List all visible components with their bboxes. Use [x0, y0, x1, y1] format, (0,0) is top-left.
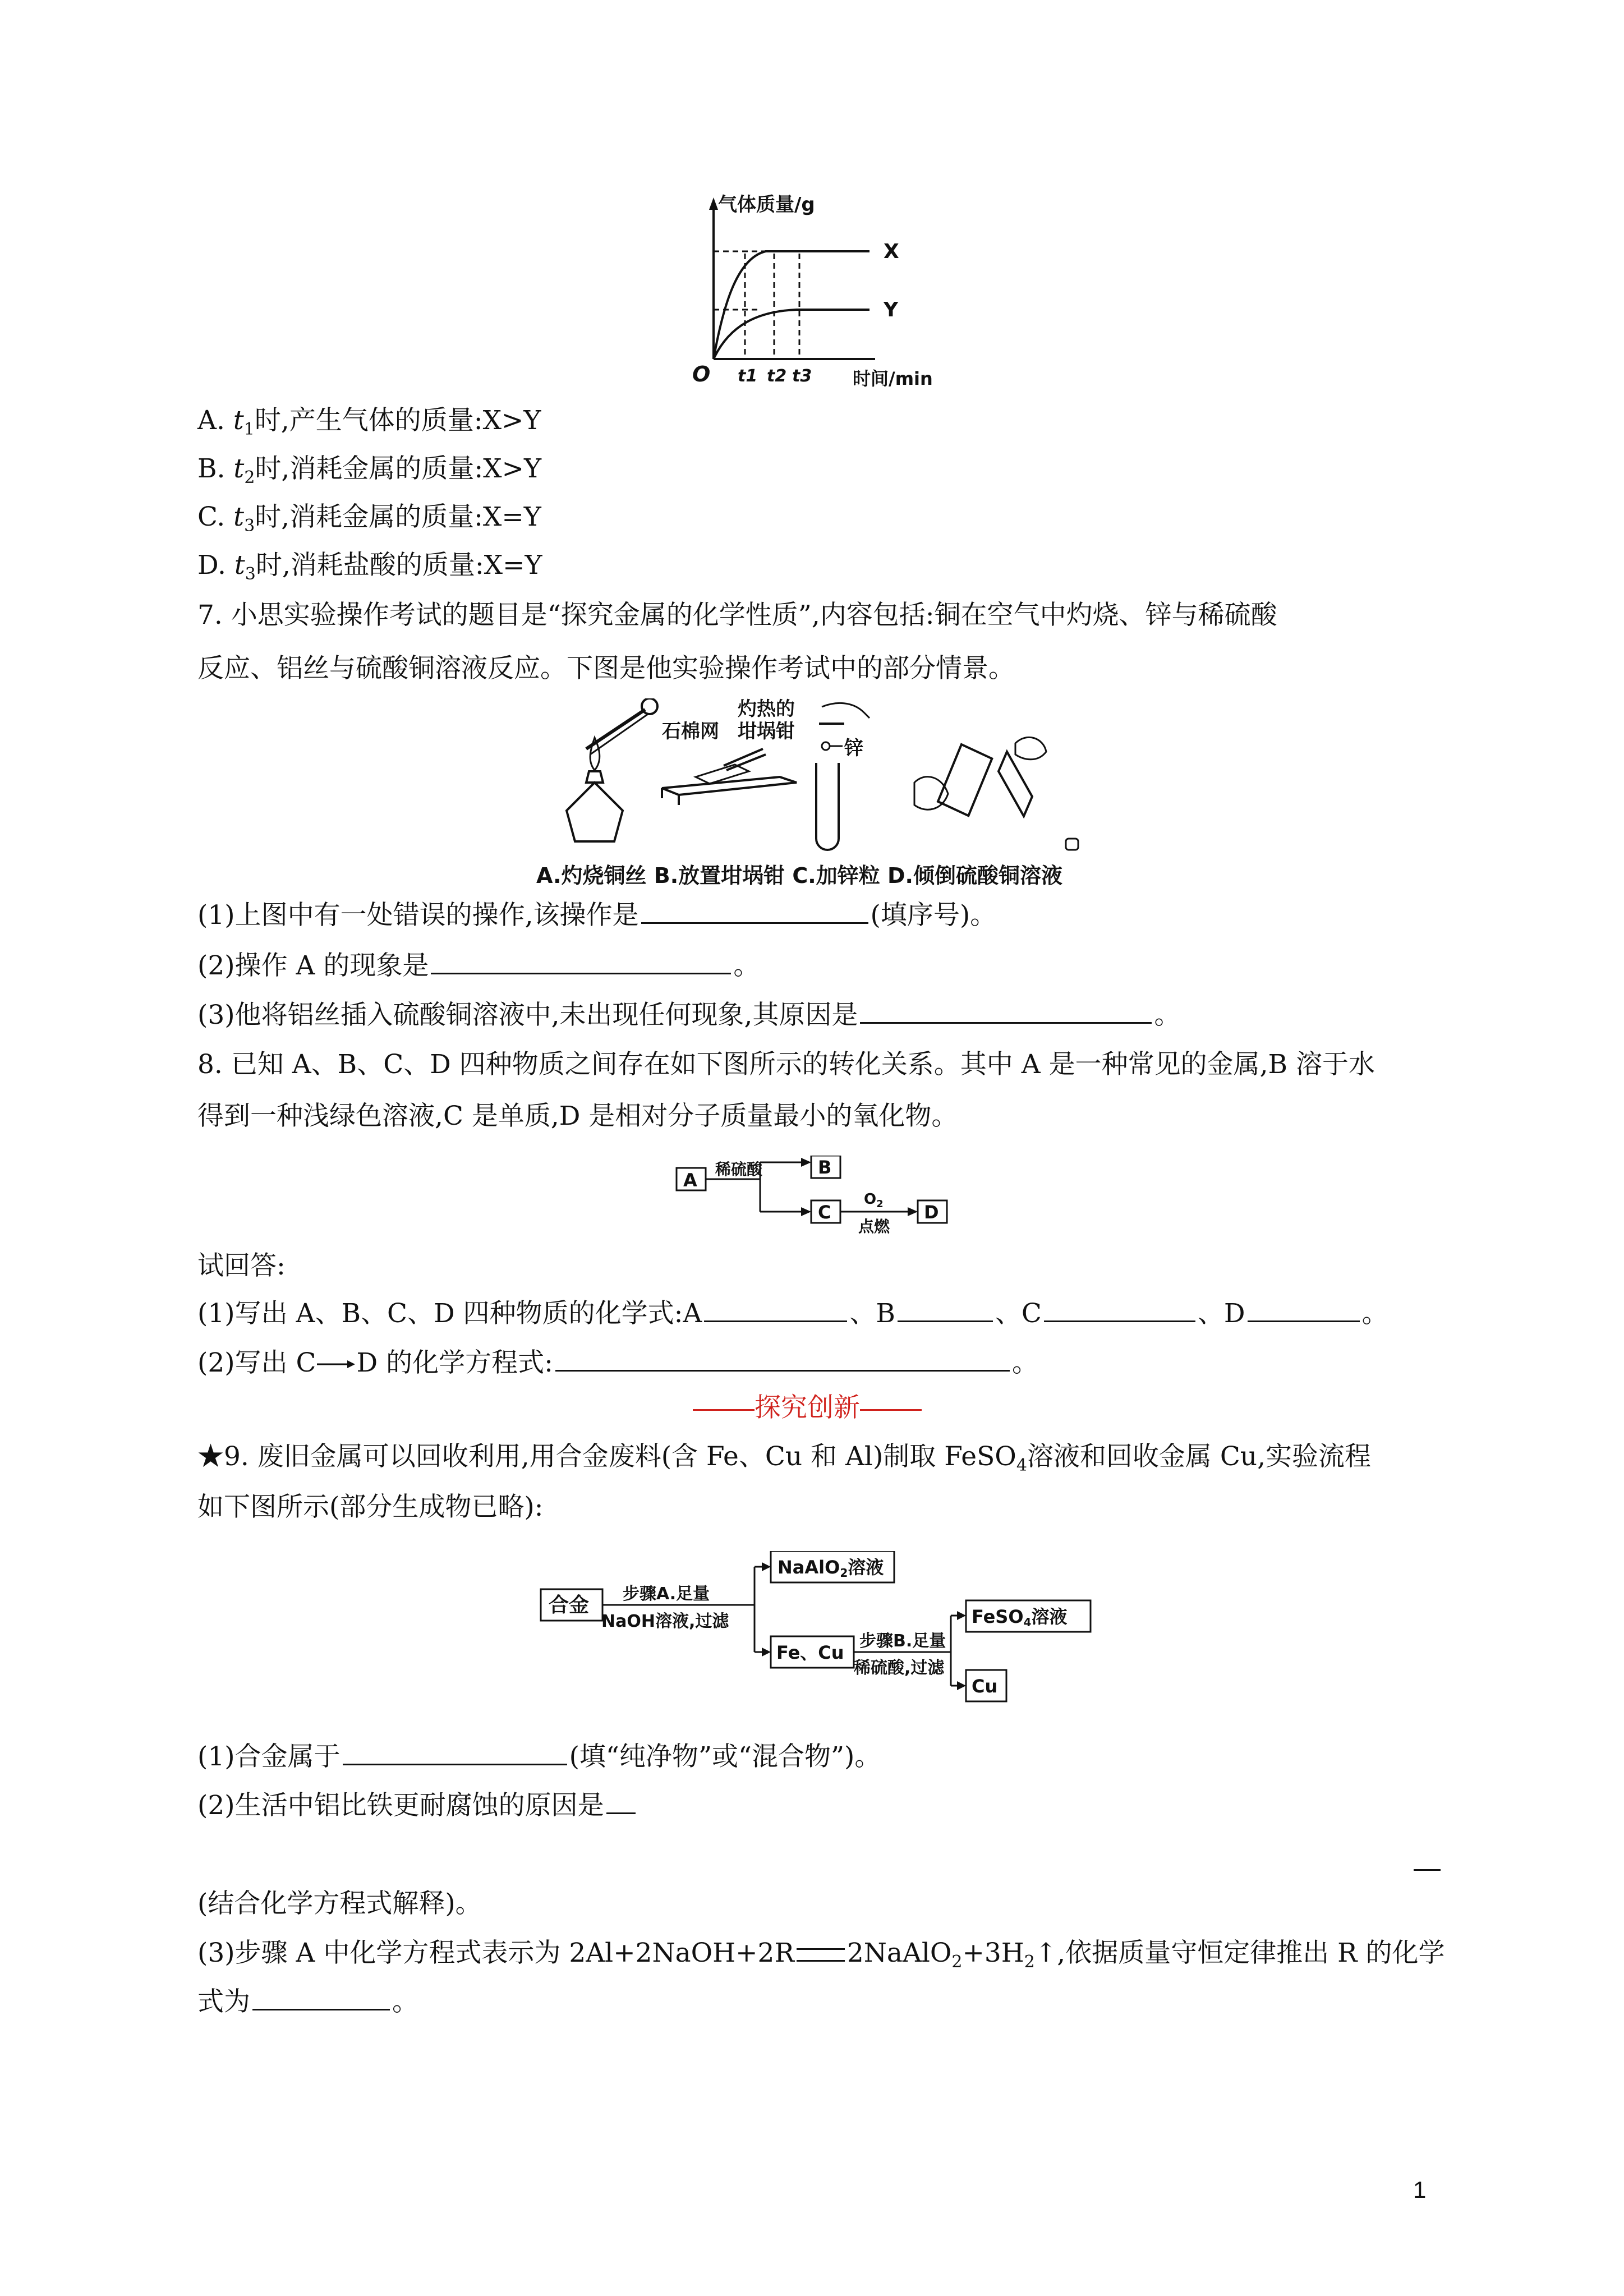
node-d: D	[924, 1202, 939, 1223]
tick-t1: t1	[738, 366, 758, 386]
q9-part3-cont: 式为 。	[197, 1984, 418, 2020]
label-dilute-acid: 稀硫酸	[715, 1160, 763, 1179]
q7-stem-line1: 7. 小思实验操作考试的题目是“探究金属的化学性质”,内容包括:铜在空气中灼烧、锌与稀硫酸	[197, 600, 1277, 631]
label-step-a-1: 步骤A.足量	[623, 1584, 710, 1604]
q9-part3: (3)步骤 A 中化学方程式表示为 2Al+2NaOH+2R $2NaAlO_2+3H_2↑$,依据质量守恒定律推出 R 的化学	[197, 1938, 1445, 1972]
label-ignite: 点燃	[858, 1217, 890, 1236]
series-y-label: Y	[884, 298, 899, 321]
gas-mass-graph	[684, 191, 954, 393]
node-a: A	[683, 1170, 697, 1191]
q8-part2: (2)写出 C D 的化学方程式: 。	[197, 1345, 1038, 1381]
q8-try-answer: 试回答:	[197, 1250, 286, 1281]
q9-stem-line2: 如下图所示(部分生成物已略):	[197, 1492, 544, 1522]
node-cu: Cu	[972, 1676, 998, 1697]
node-feso4: FeSO4溶液	[972, 1606, 1068, 1629]
tick-t2: t2	[767, 366, 787, 386]
label-zinc: 锌	[844, 737, 863, 760]
q8-part1: (1)写出 A、B、C、D 四种物质的化学式:A 、B 、C 、D 。	[197, 1296, 1388, 1332]
q7-part1: (1)上图中有一处错误的操作,该操作是 (填序号)。	[197, 898, 996, 933]
test-tube-zinc-illustration	[816, 703, 869, 850]
label-o2: $O_2$	[864, 1191, 884, 1210]
node-alloy: 合金	[549, 1594, 590, 1617]
node-naalo2: NaAlO2溶液	[778, 1557, 884, 1580]
graph-xlabel: 时间/min	[853, 368, 933, 389]
node-b: B	[818, 1157, 832, 1178]
series-x-label: X	[884, 240, 899, 263]
label-asbestos: 石棉网	[662, 720, 719, 743]
curve-x	[714, 251, 869, 359]
q6-option-b: B. $t_2$时,消耗金属的质量:X>Y	[197, 453, 542, 487]
lab-operations-figure	[555, 698, 1105, 861]
q6-option-d: D. $t_3$时,消耗盐酸的质量:X=Y	[197, 550, 542, 584]
tick-t3: t3	[792, 366, 812, 386]
alloy-flow-diagram	[539, 1551, 1099, 1708]
q8-stem-line1: 8. 已知 A、B、C、D 四种物质之间存在如下图所示的转化关系。其中 A 是一种常见的金属,B 溶于水	[197, 1049, 1375, 1080]
arrow-icon	[316, 1356, 356, 1373]
label-tongs-2: 坩埚钳	[738, 720, 795, 743]
label-step-b-2: 稀硫酸,过滤	[854, 1658, 945, 1678]
label-tongs-1: 灼热的	[738, 698, 795, 720]
label-step-a-2: NaOH溶液,过滤	[601, 1612, 729, 1631]
q8-stem-line2: 得到一种浅绿色溶液,C 是单质,D 是相对分子质量最小的氧化物。	[197, 1101, 958, 1131]
q6-option-c: C. $t_3$时,消耗金属的质量:X=Y	[197, 501, 541, 536]
q9-part2-answer-line	[1414, 1869, 1441, 1871]
q9-stem-line1: ★9. 废旧金属可以回收利用,用合金废料(含 Fe、Cu 和 Al)制取 FeSO$_4$溶液和回收金属 Cu,实验流程	[197, 1441, 1372, 1475]
section-header-explore: 探究创新	[693, 1390, 922, 1426]
node-fe-cu: Fe、Cu	[776, 1642, 844, 1663]
q9-part1: (1)合金属于 (填“纯净物”或“混合物”)。	[197, 1739, 881, 1775]
lab-figure-caption: A.灼烧铜丝 B.放置坩埚钳 C.加锌粒 D.倾倒硫酸铜溶液	[536, 863, 1062, 888]
abcd-conversion-diagram	[673, 1156, 965, 1240]
q6-option-a: A. $t_1$时,产生气体的质量:X>Y	[197, 405, 541, 439]
graph-ylabel: 气体质量/g	[718, 194, 815, 216]
alcohol-lamp-illustration	[567, 698, 657, 841]
node-c: C	[818, 1202, 831, 1223]
asbestos-net-illustration	[662, 698, 797, 805]
q9-part2: (2)生活中铝比铁更耐腐蚀的原因是	[197, 1788, 638, 1824]
page-number: 1	[1413, 2177, 1427, 2203]
equals-sign	[797, 1948, 845, 1962]
graph-origin: O	[692, 362, 711, 386]
q9-part2-note: (结合化学方程式解释)。	[197, 1888, 482, 1919]
q7-part3: (3)他将铝丝插入硫酸铜溶液中,未出现任何现象,其原因是 。	[197, 997, 1180, 1033]
label-step-b-1: 步骤B.足量	[859, 1631, 946, 1651]
q7-stem-line2: 反应、铝丝与硫酸铜溶液反应。下图是他实验操作考试中的部分情景。	[197, 653, 1015, 684]
curve-y	[714, 310, 869, 359]
pouring-illustration	[914, 737, 1078, 850]
q7-part2: (2)操作 A 的现象是 。	[197, 948, 760, 984]
